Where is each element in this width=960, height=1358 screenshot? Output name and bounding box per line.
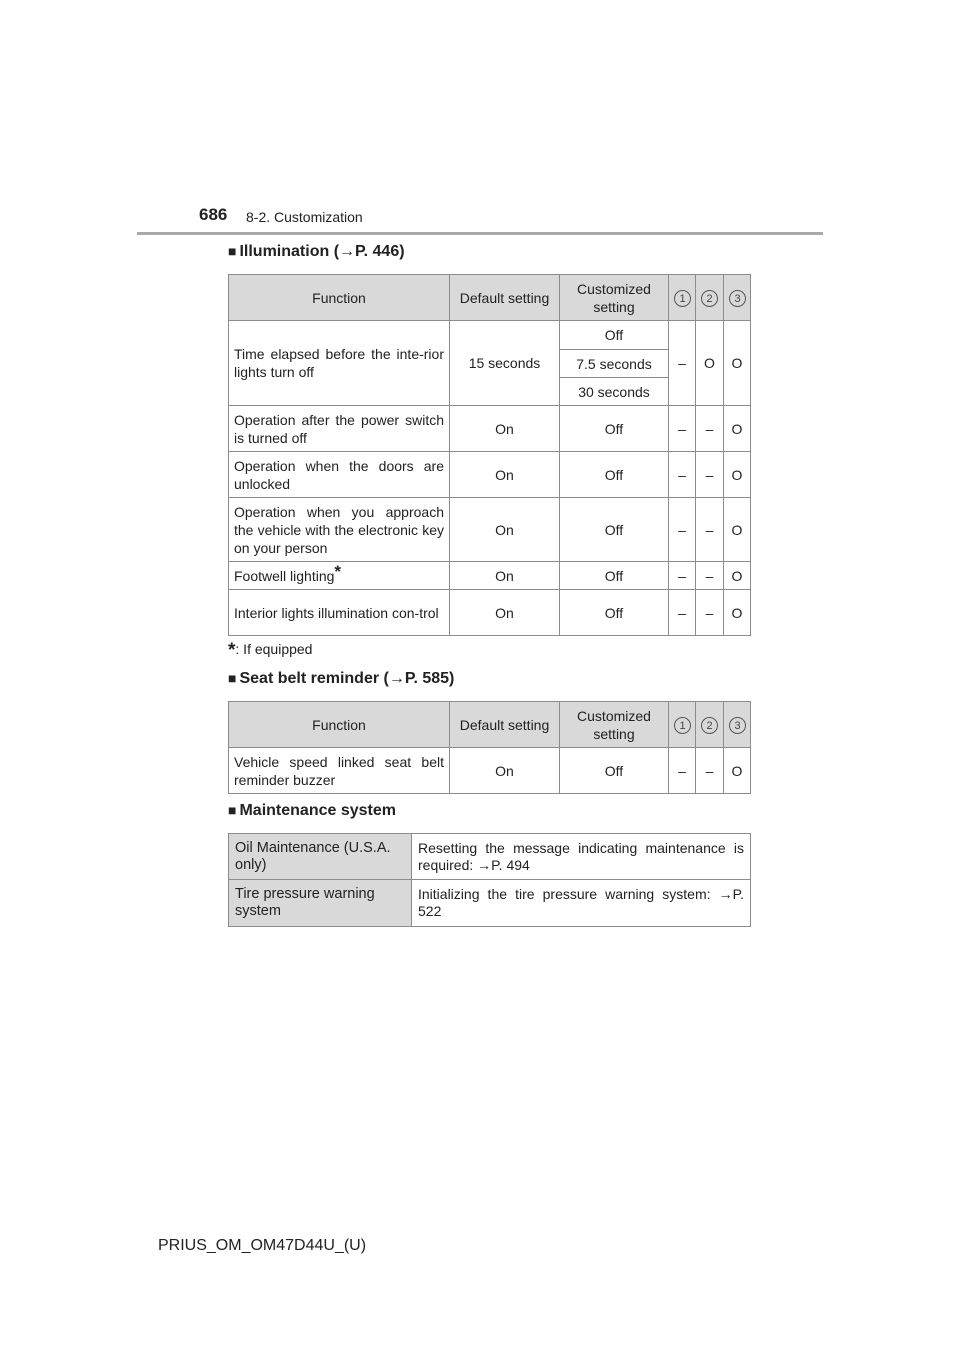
table-header-row xyxy=(229,702,751,748)
level-cell: – xyxy=(696,406,724,452)
circle-3-icon: 3 xyxy=(729,290,746,307)
seatbelt-table xyxy=(228,701,751,794)
default-cell: On xyxy=(450,452,560,498)
table-row xyxy=(229,562,751,590)
level-cell: – xyxy=(696,452,724,498)
maintenance-label: Tire pressure warning system xyxy=(229,880,412,927)
table-row xyxy=(229,498,751,562)
level-cell: O xyxy=(724,748,751,794)
default-cell: On xyxy=(450,406,560,452)
circle-3-icon: 3 xyxy=(729,717,746,734)
option-cell: 30 seconds xyxy=(560,378,669,406)
default-cell: On xyxy=(450,562,560,590)
square-bullet-icon: ■ xyxy=(228,802,237,818)
maintenance-table xyxy=(228,833,751,927)
square-bullet-icon: ■ xyxy=(228,243,237,259)
default-cell: On xyxy=(450,590,560,636)
level-cell: – xyxy=(669,406,696,452)
option-cell: Off xyxy=(560,321,669,350)
level-cell: – xyxy=(696,562,724,590)
table-row xyxy=(229,452,751,498)
circle-2-icon: 2 xyxy=(701,290,718,307)
level-cell: – xyxy=(669,321,696,406)
custom-cell: Off xyxy=(560,498,669,562)
default-header: Default setting xyxy=(450,275,560,321)
table-row xyxy=(229,321,751,350)
level-cell: O xyxy=(724,321,751,406)
level-cell: O xyxy=(724,498,751,562)
table-row xyxy=(229,406,751,452)
custom-cell: Off xyxy=(560,406,669,452)
level-cell: – xyxy=(696,748,724,794)
function-cell: Operation when you approach the vehicle with the electronic key on your person xyxy=(229,498,450,562)
table-row xyxy=(229,880,751,927)
default-cell: On xyxy=(450,748,560,794)
function-cell: Time elapsed before the inte-rior lights turn off xyxy=(229,321,450,406)
custom-cell: Off xyxy=(560,748,669,794)
maintenance-heading: ■ Maintenance system xyxy=(228,802,396,819)
illumination-table xyxy=(228,274,751,636)
maintenance-description: Initializing the tire pressure warning system: →P. 522 xyxy=(412,880,751,927)
function-header: Function xyxy=(229,275,450,321)
default-header: Default setting xyxy=(450,702,560,748)
seatbelt-heading: ■ Seat belt reminder (→P. 585) xyxy=(228,670,455,687)
level-cell: – xyxy=(669,590,696,636)
function-cell: Vehicle speed linked seat belt reminder buzzer xyxy=(229,748,450,794)
footnote-star: * xyxy=(228,640,236,661)
maintenance-description: Resetting the message indicating maintenance is required: →P. 494 xyxy=(412,834,751,880)
level-cell: – xyxy=(669,748,696,794)
header-rule xyxy=(137,232,823,235)
maintenance-label: Oil Maintenance (U.S.A. only) xyxy=(229,834,412,880)
function-header: Function xyxy=(229,702,450,748)
square-bullet-icon: ■ xyxy=(228,670,237,686)
table-row xyxy=(229,748,751,794)
footer-doc-code: PRIUS_OM_OM47D44U_(U) xyxy=(158,1237,367,1254)
footnote-mark: * xyxy=(334,561,342,581)
default-cell: On xyxy=(450,498,560,562)
level-cell: O xyxy=(724,452,751,498)
custom-cell: Off xyxy=(560,452,669,498)
custom-cell: Off xyxy=(560,590,669,636)
circle-2-icon: 2 xyxy=(701,717,718,734)
level-cell: O xyxy=(696,321,724,406)
custom-cell: Off xyxy=(560,562,669,590)
circle-1-icon: 1 xyxy=(674,717,691,734)
table-header-row xyxy=(229,275,751,321)
level-cell: – xyxy=(669,562,696,590)
level-cell: – xyxy=(669,452,696,498)
function-cell: Operation when the doors are unlocked xyxy=(229,452,450,498)
function-cell: Interior lights illumination con-trol xyxy=(229,590,450,636)
table-row xyxy=(229,834,751,880)
custom-header: Customized setting xyxy=(560,275,669,321)
level-cell: – xyxy=(696,590,724,636)
page-number: 686 xyxy=(199,205,228,224)
circle-1-icon: 1 xyxy=(674,290,691,307)
footnote: *: If equipped xyxy=(228,640,313,661)
level-cell: O xyxy=(724,590,751,636)
level-cell: – xyxy=(669,498,696,562)
function-cell: Operation after the power switch is turned off xyxy=(229,406,450,452)
option-cell: 7.5 seconds xyxy=(560,350,669,378)
custom-header: Customized setting xyxy=(560,702,669,748)
table-row xyxy=(229,590,751,636)
function-cell: Footwell lighting* xyxy=(229,562,450,590)
level-cell: – xyxy=(696,498,724,562)
chapter-title: 8-2. Customization xyxy=(246,209,363,225)
illumination-heading: ■ Illumination (→P. 446) xyxy=(228,243,405,260)
default-cell: 15 seconds xyxy=(450,321,560,406)
level-cell: O xyxy=(724,406,751,452)
level-cell: O xyxy=(724,562,751,590)
